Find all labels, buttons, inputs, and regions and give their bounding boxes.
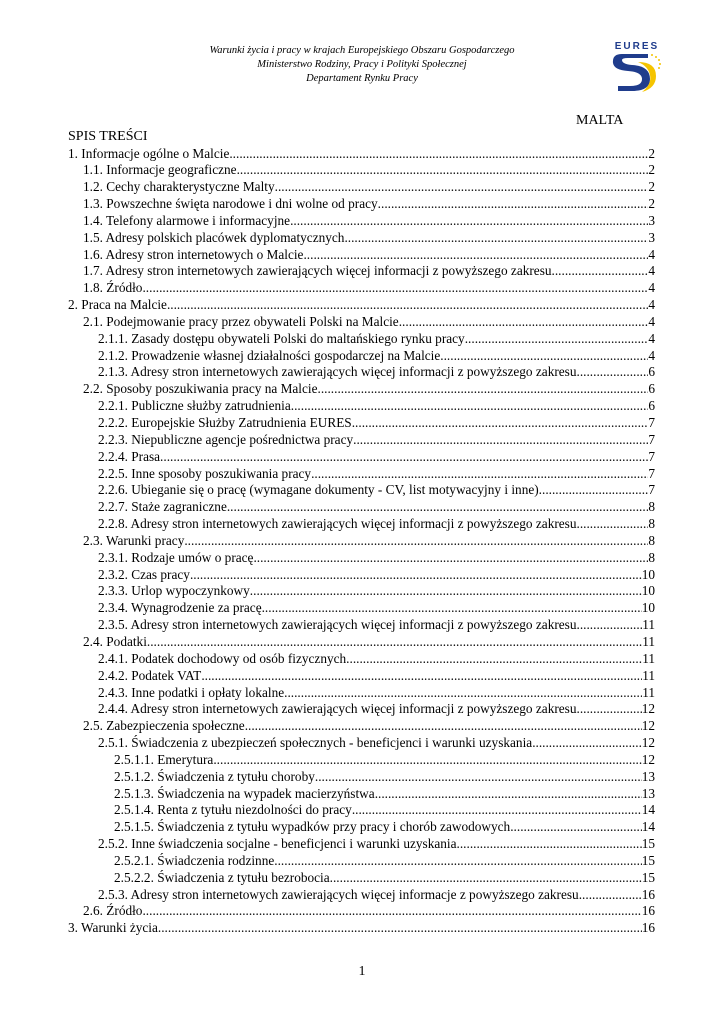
toc-dot-leader: [290, 213, 648, 230]
toc-entry-page: 4: [648, 297, 655, 313]
toc-entry-page: 6: [648, 364, 655, 380]
toc-entry-label: 1.8. Źródło: [83, 280, 143, 296]
toc-entry-page: 6: [648, 398, 655, 414]
toc-entry-page: 4: [648, 313, 655, 329]
toc-entry-label: 2.5.1.3. Świadczenia na wypadek macierzyństwa: [114, 785, 375, 801]
toc-entry-label: 1.4. Telefony alarmowe i informacyjne: [83, 212, 291, 228]
toc-dot-leader: [344, 230, 648, 247]
toc-entry-label: 2.5.1.4. Renta z tytułu niezdolności do pracy: [114, 802, 352, 818]
toc-entry-page: 10: [641, 566, 655, 582]
toc-dot-leader: [227, 499, 649, 516]
toc-dot-leader: [237, 162, 649, 179]
toc-dot-leader: [378, 196, 649, 213]
toc-entry[interactable]: [68, 634, 655, 651]
toc-entry-page: 4: [648, 347, 655, 363]
eures-s-shape: [613, 54, 650, 91]
toc-entry-page: 14: [641, 819, 655, 835]
toc-entry-label: 2.4.1. Podatek dochodowy od osób fizycznych: [98, 650, 347, 666]
header-line-3: Departament Rynku Pracy: [306, 73, 418, 84]
toc-entry[interactable]: [68, 146, 655, 163]
toc-entry-label: 2.2.4. Prasa: [98, 448, 161, 464]
toc-dot-leader: [577, 364, 649, 381]
toc-dot-leader: [250, 583, 642, 600]
toc-entry-label: 2.2.3. Niepubliczne agencje pośrednictwa pracy: [98, 431, 354, 447]
toc-entry-label: 1.6. Adresy stron internetowych o Malcie: [83, 246, 304, 262]
toc-dot-leader: [201, 668, 642, 685]
toc-entry-label: 1.3. Powszechne święta narodowe i dni wolne od pracy: [83, 196, 378, 212]
toc-entry[interactable]: [68, 482, 655, 499]
toc-entry-page: 16: [641, 903, 655, 919]
toc-entry-page: 4: [648, 280, 655, 296]
toc-entry-label: 2.3.5. Adresy stron internetowych zawierających więcej informacji z powyższego zakresu: [98, 617, 577, 633]
toc-entry[interactable]: [68, 314, 655, 331]
toc-entry-label: 2.1.2. Prowadzenie własnej działalności gospodarczej na Malcie: [98, 347, 441, 363]
toc-entry[interactable]: [68, 196, 655, 213]
toc-entry[interactable]: [68, 836, 655, 853]
toc-entry[interactable]: [68, 718, 655, 735]
toc-entry-page: 14: [641, 802, 655, 818]
toc-entry-page: 16: [641, 886, 655, 902]
toc-entry-page: 7: [648, 448, 655, 464]
toc-entry[interactable]: [68, 668, 655, 685]
toc-entry[interactable]: [68, 381, 655, 398]
toc-entry-page: 3: [648, 212, 655, 228]
toc-dot-leader: [311, 466, 648, 483]
toc-dot-leader: [160, 449, 648, 466]
toc-dot-leader: [330, 870, 642, 887]
toc-entry-page: 7: [648, 415, 655, 430]
toc-entry[interactable]: [68, 651, 655, 668]
toc-entry[interactable]: [68, 786, 655, 803]
toc-entry[interactable]: [68, 920, 655, 937]
toc-entry-page: 15: [641, 836, 655, 852]
toc-entry-label: 2.2.8. Adresy stron internetowych zawierających więcej informacji z powyższego zakresu.: [98, 516, 580, 532]
toc-entry[interactable]: [68, 887, 655, 904]
toc-entry-page: 7: [648, 482, 655, 498]
toc-dot-leader: [147, 634, 642, 651]
toc-dot-leader: [399, 314, 649, 331]
toc-entry[interactable]: [68, 903, 655, 920]
toc-entry[interactable]: [68, 398, 655, 415]
toc-entry[interactable]: [68, 280, 655, 297]
toc-entry-label: 2.1.1. Zasady dostępu obywateli Polski do maltańskiego rynku pracy: [98, 330, 465, 346]
toc-entry-label: 2.1. Podejmowanie pracy przez obywateli Polski na Malcie: [83, 313, 399, 329]
toc-entry[interactable]: [68, 685, 655, 702]
toc-entry-page: 15: [641, 869, 655, 885]
toc-entry-page: 10: [641, 600, 655, 616]
toc-entry-page: 7: [648, 431, 655, 447]
page-number: 1: [358, 964, 366, 979]
toc-entry[interactable]: [68, 263, 655, 280]
toc-entry[interactable]: [68, 179, 655, 196]
toc-entry-label: 1.7. Adresy stron internetowych zawierających więcej informacji z powyższego zakresu: [83, 263, 552, 279]
toc-dot-leader: [579, 887, 642, 904]
toc-entry[interactable]: [68, 449, 655, 466]
toc-entry-label: 2.2.7. Staże zagraniczne: [98, 499, 227, 515]
toc-dot-leader: [577, 617, 643, 634]
toc-entry-page: 2: [648, 162, 655, 178]
toc-entry[interactable]: [68, 617, 655, 634]
toc-entry[interactable]: [68, 432, 655, 449]
toc-entry-label: 2.4.2. Podatek VAT: [98, 667, 202, 683]
toc-dot-leader: [291, 398, 649, 415]
country-title: MALTA: [576, 113, 624, 128]
toc-dot-leader: [213, 752, 641, 769]
toc-entry-label: 2.1.3. Adresy stron internetowych zawierających więcej informacji z powyższego zakresu: [98, 364, 577, 380]
toc-entry-page: 8: [648, 532, 655, 548]
toc-dot-leader: [229, 146, 648, 163]
toc-entry-page: 13: [641, 785, 655, 801]
toc-entry-page: 2: [648, 196, 655, 212]
toc-entry-label: 2.2. Sposoby poszukiwania pracy na Malcie: [83, 381, 318, 397]
toc-entry[interactable]: [68, 853, 655, 870]
toc-entry[interactable]: [68, 415, 655, 432]
toc-dot-leader: [539, 482, 649, 499]
toc-entry-label: 2.3. Warunki pracy: [83, 532, 185, 548]
toc-entry-page: 12: [641, 751, 655, 767]
toc-dot-leader: [352, 802, 642, 819]
header-line-1: Warunki życia i pracy w krajach Europejskiego Obszaru Gospodarczego: [209, 45, 515, 56]
toc-dot-leader: [465, 331, 649, 348]
toc-entry-page: 10: [641, 583, 655, 599]
toc-dot-leader: [375, 786, 642, 803]
toc-dot-leader: [580, 516, 649, 533]
toc-dot-leader: [245, 718, 642, 735]
toc-dot-leader: [262, 600, 642, 617]
toc-entry-page: 4: [648, 263, 655, 279]
toc-entry-page: 11: [642, 650, 655, 666]
toc-entry[interactable]: [68, 516, 655, 533]
toc-entry-label: 2.5.1. Świadczenia z ubezpieczeń społecznych - beneficjenci i warunki uzyskania: [98, 735, 533, 751]
header-line-2: Ministerstwo Rodziny, Pracy i Polityki Społecznej: [257, 59, 467, 70]
toc-entry-label: 2.2.2. Europejskie Służby Zatrudnienia EURES: [98, 415, 352, 430]
toc-entry[interactable]: [68, 499, 655, 516]
toc-entry-label: 2.5.1.5. Świadczenia z tytułu wypadków przy pracy i chorób zawodowych: [114, 819, 511, 835]
toc-dot-leader: [510, 819, 641, 836]
toc-entry-page: 12: [641, 735, 655, 751]
toc-entry-page: 2: [648, 145, 655, 161]
toc-dot-leader: [353, 432, 648, 449]
toc-dot-leader: [352, 415, 649, 432]
toc-entry[interactable]: [68, 466, 655, 483]
toc-entry-label: 2.2.1. Publiczne służby zatrudnienia: [98, 398, 291, 414]
toc-entry-label: 2.5.2.2. Świadczenia z tytułu bezrobocia: [114, 869, 330, 885]
toc-entry-label: 2.3.2. Czas pracy: [98, 566, 190, 582]
toc-dot-leader: [532, 735, 642, 752]
toc-entry-page: 11: [642, 617, 655, 633]
toc-dot-leader: [253, 550, 648, 567]
toc-dot-leader: [184, 533, 648, 550]
toc-entry-label: 1.2. Cechy charakterystyczne Malty: [83, 179, 275, 195]
toc-entry-page: 16: [641, 920, 655, 936]
toc-entry-label: 1.1. Informacje geograficzne: [83, 162, 237, 178]
toc-entry-page: 4: [648, 330, 655, 346]
toc-dot-leader: [142, 903, 641, 920]
toc-entry[interactable]: [68, 162, 655, 179]
toc-entry[interactable]: [68, 331, 655, 348]
toc-dot-leader: [552, 263, 649, 280]
toc-dot-leader: [142, 280, 648, 297]
toc-dot-leader: [190, 567, 642, 584]
toc-entry[interactable]: [68, 802, 655, 819]
toc-entry-page: 7: [648, 465, 655, 481]
toc-entry-page: 8: [648, 516, 655, 532]
toc-entry-page: 15: [641, 852, 655, 868]
toc-entry-label: 2.2.5. Inne sposoby poszukiwania pracy: [98, 465, 312, 481]
toc-entry-page: 13: [641, 768, 655, 784]
toc-entry-label: 2.4.3. Inne podatki i opłaty lokalne: [98, 684, 285, 700]
toc-entry-label: 2. Praca na Malcie: [68, 297, 167, 313]
toc-entry-page: 8: [648, 499, 655, 515]
toc-dot-leader: [457, 836, 642, 853]
toc-entry-label: 2.3.1. Rodzaje umów o pracę: [98, 549, 254, 565]
eures-logo: [608, 40, 666, 94]
toc-entry[interactable]: [68, 701, 655, 718]
toc-entry[interactable]: [68, 364, 655, 381]
toc-entry-label: 2.5.1.2. Świadczenia z tytułu choroby: [114, 768, 315, 784]
toc-entry-label: 2.6. Źródło: [83, 903, 143, 919]
toc-title: SPIS TREŚCI: [68, 129, 148, 144]
toc-entry-page: 8: [648, 549, 655, 565]
toc-entry[interactable]: [68, 752, 655, 769]
toc-entry-label: 2.2.6. Ubieganie się o pracę (wymagane dokumenty - CV, list motywacyjny i inne): [98, 482, 539, 498]
toc-dot-leader: [167, 297, 648, 314]
toc-entry[interactable]: [68, 583, 655, 600]
toc-entry[interactable]: [68, 213, 655, 230]
toc-entry-label: 2.4.4. Adresy stron internetowych zawierających więcej informacji z powyższego zakresu: [98, 701, 577, 717]
toc-entry-label: 3. Warunki życia: [68, 920, 158, 936]
toc-entry[interactable]: [68, 533, 655, 550]
toc-dot-leader: [577, 701, 642, 718]
toc-entry[interactable]: [68, 819, 655, 836]
toc-entry-label: 2.3.4. Wynagrodzenie za pracę: [98, 600, 262, 616]
toc-entry[interactable]: [68, 230, 655, 247]
toc-entry-page: 12: [641, 701, 655, 717]
toc-entry-label: 2.5.3. Adresy stron internetowych zawierających więcej informacje z powyższego zakresu: [98, 886, 579, 902]
toc-entry-page: 12: [641, 718, 655, 734]
toc-entry-page: 4: [648, 246, 655, 262]
toc-entry-page: 2: [648, 179, 655, 195]
toc-dot-leader: [284, 685, 642, 702]
toc-entry-label: 2.5. Zabezpieczenia społeczne: [83, 718, 245, 734]
toc-dot-leader: [440, 348, 648, 365]
toc-entry[interactable]: [68, 550, 655, 567]
toc-entry[interactable]: [68, 870, 655, 887]
toc-entry-label: 2.5.2. Inne świadczenia socjalne - beneficjenci i warunki uzyskania: [98, 836, 457, 852]
toc-entry[interactable]: [68, 247, 655, 264]
table-of-contents: [68, 146, 655, 938]
toc-entry[interactable]: [68, 769, 655, 786]
toc-entry-label: 2.3.3. Urlop wypoczynkowy: [98, 583, 250, 599]
toc-dot-leader: [303, 247, 648, 264]
toc-dot-leader: [274, 853, 641, 870]
toc-dot-leader: [275, 179, 649, 196]
toc-dot-leader: [346, 651, 642, 668]
toc-entry[interactable]: [68, 297, 655, 314]
toc-entry[interactable]: [68, 600, 655, 617]
toc-entry-page: 6: [648, 381, 655, 397]
toc-entry-label: 2.4. Podatki: [83, 633, 147, 649]
toc-entry-label: 2.5.2.1. Świadczenia rodzinne: [114, 852, 275, 868]
toc-dot-leader: [158, 920, 642, 937]
toc-entry-page: 11: [642, 684, 655, 700]
toc-entry-label: 1. Informacje ogólne o Malcie: [68, 145, 230, 161]
toc-entry-page: 11: [642, 633, 655, 649]
toc-entry[interactable]: [68, 567, 655, 584]
toc-entry-page: 11: [642, 667, 655, 683]
toc-entry-label: 2.5.1.1. Emerytura: [114, 751, 214, 767]
toc-dot-leader: [318, 381, 649, 398]
toc-dot-leader: [315, 769, 642, 786]
toc-entry[interactable]: [68, 348, 655, 365]
eures-logo-text: EURES: [614, 41, 660, 52]
toc-entry-label: 1.5. Adresy polskich placówek dyplomatycznych: [83, 229, 345, 245]
toc-entry-page: 3: [648, 229, 655, 245]
toc-entry[interactable]: [68, 735, 655, 752]
